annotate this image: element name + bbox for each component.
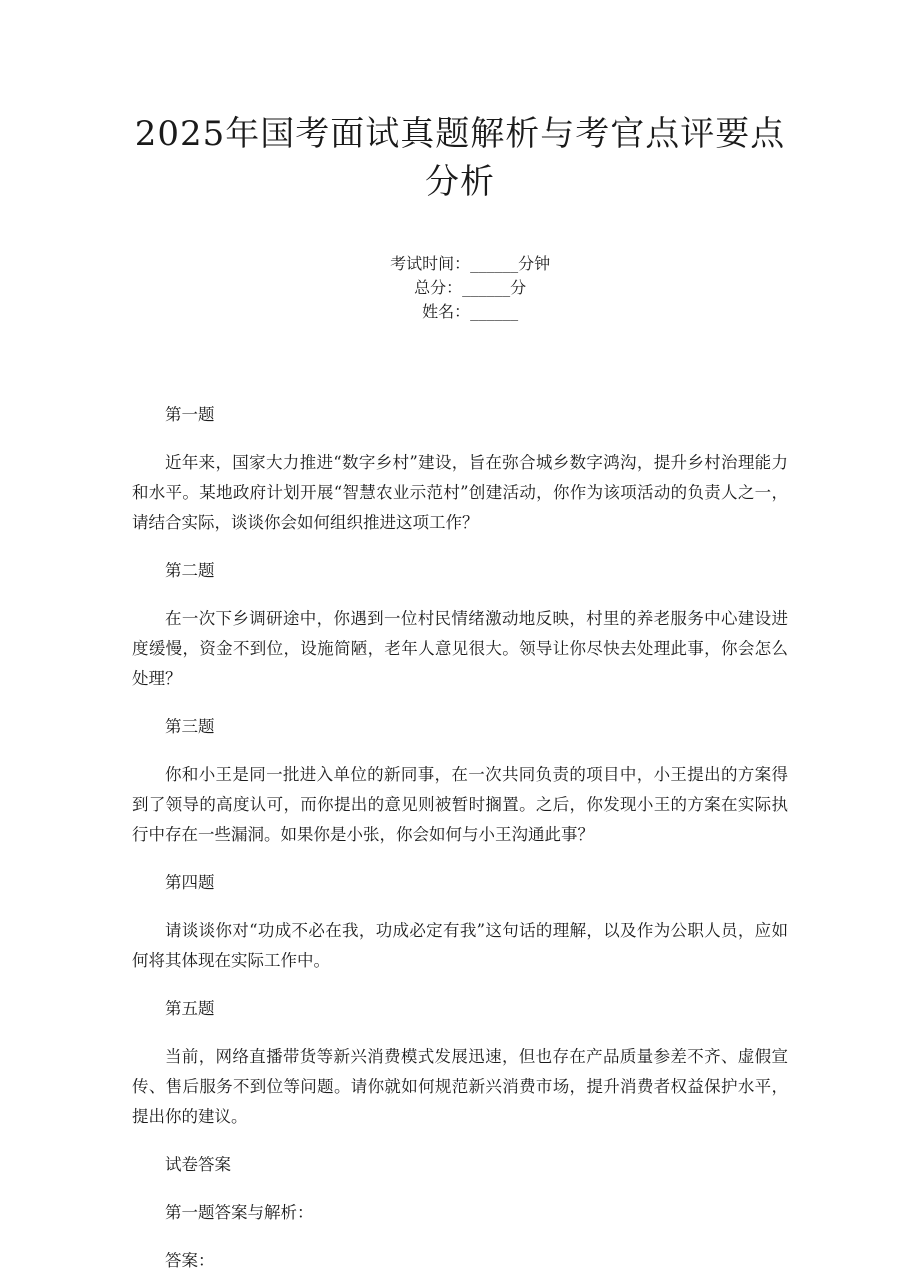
question-5-text: 当前，网络直播带货等新兴消费模式发展迅速，但也存在产品质量参差不齐、虚假宣传、售后服务不到位等问题。请你就如何规范新兴消费市场，提升消费者权益保护水平，提出你的建议。: [132, 1047, 788, 1126]
answers-section-heading: 试卷答案: [165, 1155, 231, 1174]
exam-time-field: 考试时间：______分钟: [390, 254, 551, 273]
question-3-text: 你和小王是同一批进入单位的新同事，在一次共同负责的项目中，小王提出的方案得到了领导的高度认可，而你提出的意见则被暂时搁置。之后，你发现小王的方案在实际执行中存在一些漏洞。如果你是小张，你会如何与小王沟通此事？: [132, 765, 788, 844]
question-1-heading: 第一题: [165, 405, 215, 424]
document-title: 2025年国考面试真题解析与考官点评要点分析: [134, 114, 786, 202]
document-body: [132, 400, 788, 1276]
answer-1-heading: 第一题答案与解析：: [165, 1203, 314, 1222]
question-1-text: 近年来，国家大力推进“数字乡村”建设，旨在弥合城乡数字鸿沟，提升乡村治理能力和水平。某地政府计划开展“智慧农业示范村”创建活动，你作为该项活动的负责人之一，请结合实际，谈谈你会如何组织推进这项工作？: [132, 453, 788, 532]
answer-label: 答案：: [165, 1251, 215, 1270]
exam-info-line: [132, 228, 788, 348]
question-4-text: 请谈谈你对“功成不必在我，功成必定有我”这句话的理解，以及作为公职人员，应如何将其体现在实际工作中。: [132, 921, 788, 970]
question-2-text: 在一次下乡调研途中，你遇到一位村民情绪激动地反映，村里的养老服务中心建设进度缓慢，资金不到位，设施简陋，老年人意见很大。领导让你尽快去处理此事，你会怎么处理？: [132, 609, 788, 688]
question-4-heading: 第四题: [165, 873, 215, 892]
candidate-name-field: 姓名：______: [422, 302, 519, 321]
question-2-heading: 第二题: [165, 561, 215, 580]
total-score-field: 总分：______分: [414, 278, 527, 297]
question-5-heading: 第五题: [165, 999, 215, 1018]
question-3-heading: 第三题: [165, 717, 215, 736]
